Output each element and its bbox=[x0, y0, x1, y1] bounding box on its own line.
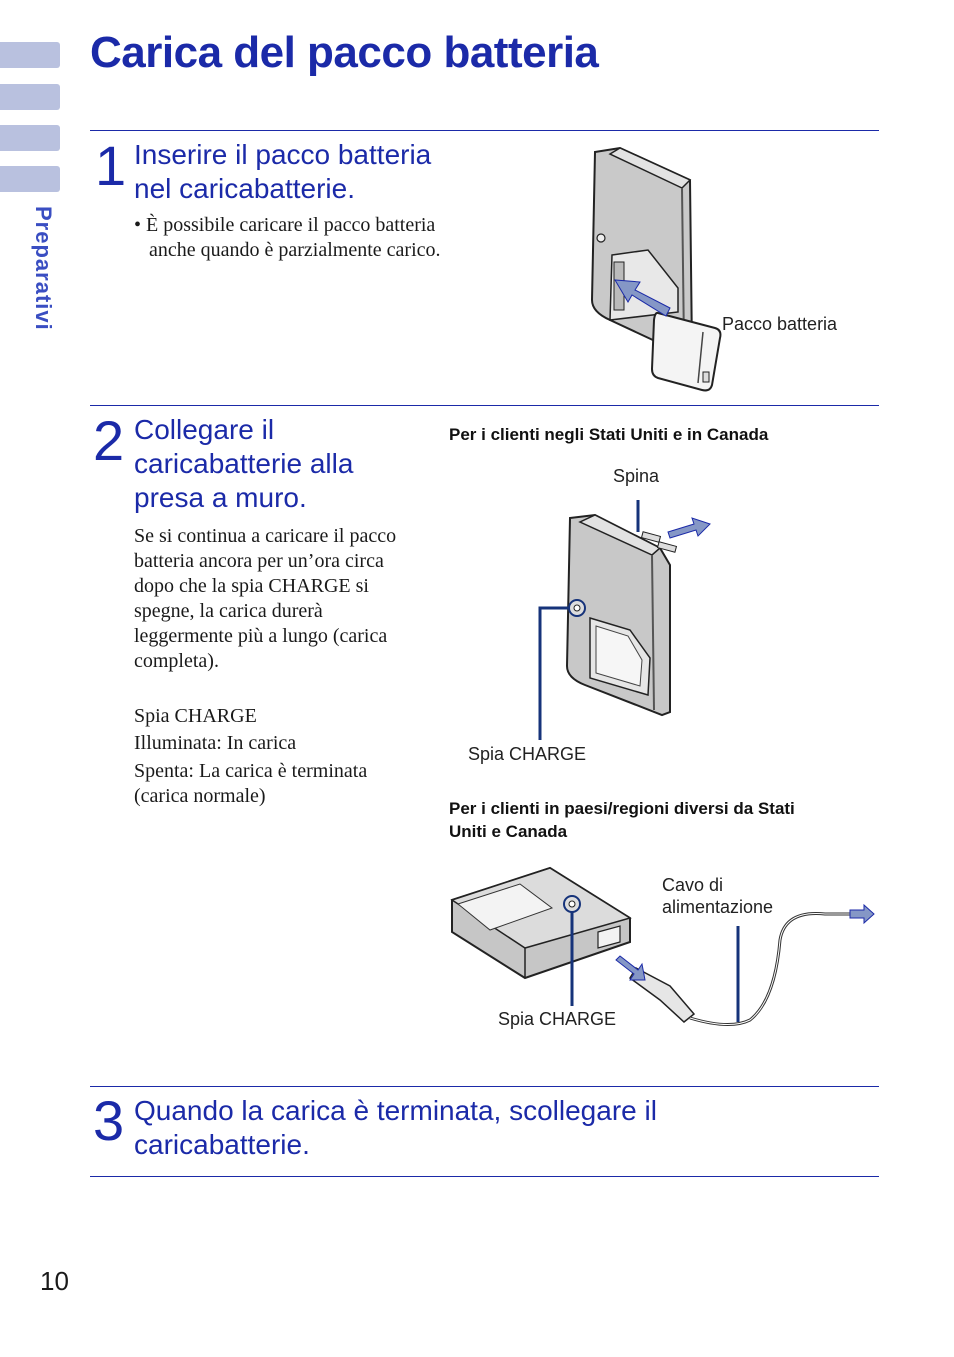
body-line: completa). bbox=[134, 650, 219, 672]
step-2-body bbox=[134, 524, 434, 674]
step-2-heading-line: presa a muro. bbox=[134, 482, 307, 513]
side-tab-3[interactable] bbox=[0, 125, 60, 151]
divider-4 bbox=[90, 1176, 879, 1177]
wall-plug-charger-illustration bbox=[520, 490, 720, 750]
step-1-heading-line: Inserire il pacco batteria bbox=[134, 139, 432, 170]
charge-lamp-legend bbox=[134, 704, 434, 809]
label-battery-pack: Pacco batteria bbox=[722, 314, 838, 334]
body-line: leggermente più a lungo (carica bbox=[134, 625, 388, 647]
step-1-heading bbox=[134, 138, 431, 206]
page-number: 10 bbox=[40, 1266, 69, 1296]
divider-2 bbox=[90, 405, 879, 406]
step-1-heading-line: nel caricabatterie. bbox=[134, 173, 356, 204]
battery-charger-illustration bbox=[580, 140, 730, 400]
label-plug: Spina bbox=[613, 466, 660, 486]
body-line: batteria ancora per un’ora circa bbox=[134, 550, 384, 572]
divider-3 bbox=[90, 1086, 879, 1087]
note-line: È possibile caricare il pacco batteria bbox=[146, 214, 436, 236]
intl-heading-line: Uniti e Canada bbox=[449, 822, 568, 841]
body-line: spegne, la carica durerà bbox=[134, 600, 323, 622]
step-2-heading-line: Collegare il bbox=[134, 414, 275, 445]
cord-label-line: Cavo di bbox=[662, 875, 724, 895]
intl-heading-line: Per i clienti in paesi/regioni diversi da Stati bbox=[449, 799, 795, 818]
step-2-heading bbox=[134, 413, 353, 515]
step-3-heading bbox=[134, 1094, 657, 1162]
lamp-title: Spia CHARGE bbox=[134, 705, 257, 727]
side-tab-2[interactable] bbox=[0, 84, 60, 110]
step-3-number: 3 bbox=[93, 1089, 125, 1152]
side-tab-1[interactable] bbox=[0, 42, 60, 68]
intl-heading bbox=[449, 797, 795, 843]
step-2-heading-line: caricabatterie alla bbox=[134, 448, 354, 479]
divider-1 bbox=[90, 130, 879, 131]
section-label: Preparativi bbox=[31, 206, 56, 331]
bullet: • bbox=[134, 214, 142, 236]
step-3-heading-line: caricabatterie. bbox=[134, 1129, 310, 1160]
label-charge-lamp-us: Spia CHARGE bbox=[468, 744, 587, 764]
us-canada-heading: Per i clienti negli Stati Uniti e in Canada bbox=[449, 425, 769, 444]
step-2-number: 2 bbox=[93, 409, 125, 472]
side-tab-4[interactable] bbox=[0, 166, 60, 192]
step-1-note bbox=[134, 213, 494, 263]
lamp-off: Spenta: La carica è terminata bbox=[134, 760, 368, 782]
step-3-heading-line: Quando la carica è terminata, scollegare il bbox=[134, 1095, 657, 1126]
step-1-number: 1 bbox=[95, 134, 127, 197]
cord-label-line: alimentazione bbox=[662, 897, 774, 917]
page-title: Carica del pacco batteria bbox=[90, 28, 599, 77]
note-line: anche quando è parzialmente carico. bbox=[149, 239, 441, 261]
lamp-off: (carica normale) bbox=[134, 785, 266, 807]
lamp-on: Illuminata: In carica bbox=[134, 732, 297, 754]
label-charge-lamp-intl: Spia CHARGE bbox=[498, 1009, 617, 1029]
label-power-cord bbox=[662, 874, 773, 918]
body-line: Se si continua a caricare il pacco bbox=[134, 525, 397, 547]
body-line: dopo che la spia CHARGE si bbox=[134, 575, 369, 597]
